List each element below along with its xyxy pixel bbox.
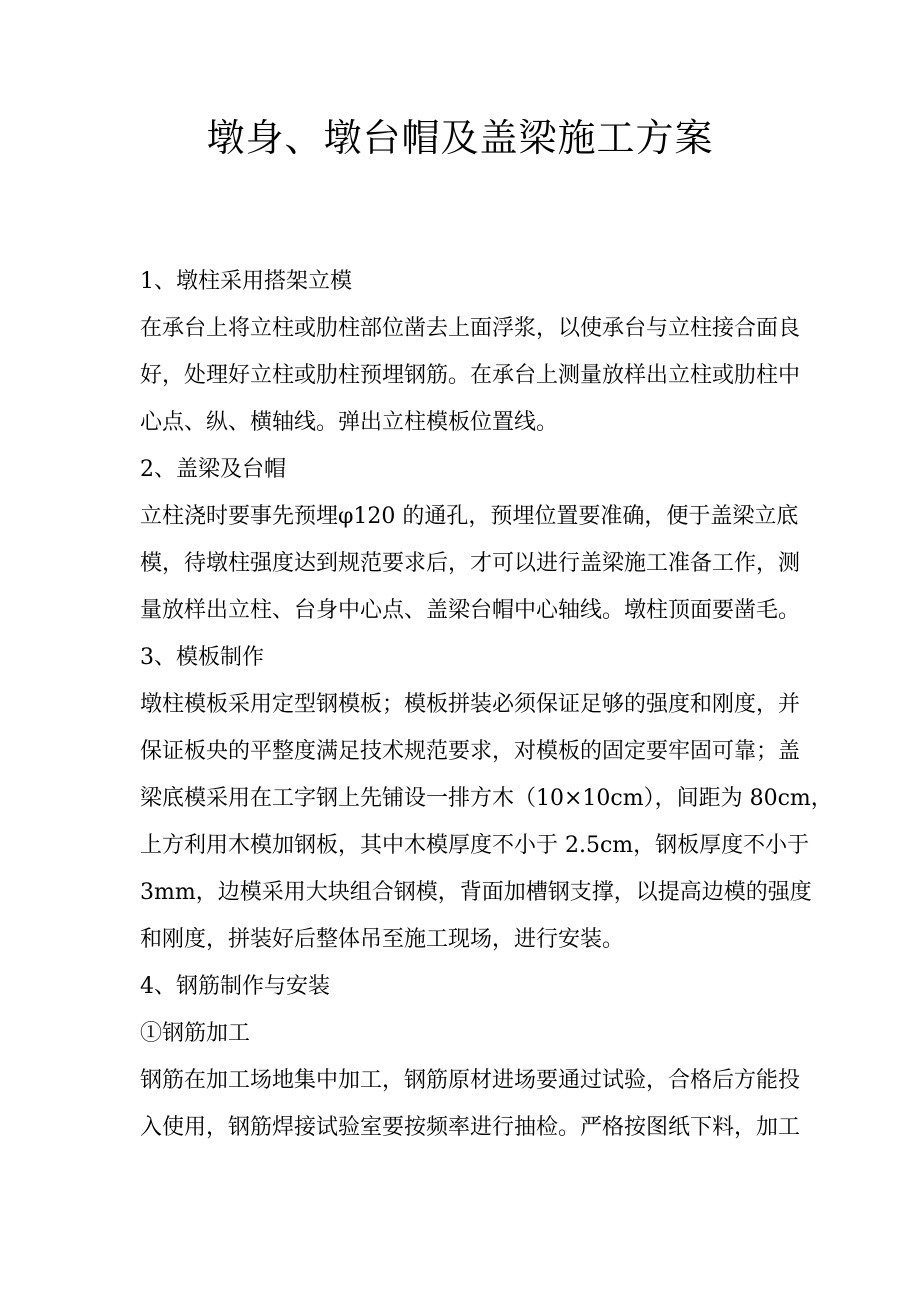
paragraph xyxy=(140,1057,801,1151)
section-heading: 3、模板制作 xyxy=(140,645,264,670)
paragraph-line: 在承台上将立柱或肋柱部位凿去上面浮浆，以使承台与立柱接合面良 xyxy=(140,316,801,341)
paragraph-line: 立柱浇时要事先预埋φ120 的通孔，预埋位置要准确，便于盖梁立底 xyxy=(140,504,799,529)
paragraph-line: 3mm，边模采用大块组合钢模，背面加槽钢支撑，以提高边模的强度 xyxy=(140,880,812,905)
paragraph xyxy=(140,305,801,446)
paragraph-line: 钢筋在加工场地集中加工，钢筋原材进场要通过试验，合格后方能投 xyxy=(140,1068,801,1093)
paragraph-line: 和刚度，拼装好后整体吊至施工现场，进行安装。 xyxy=(140,927,625,952)
paragraph-line: 保证板央的平整度满足技术规范要求，对模板的固定要牢固可靠；盖 xyxy=(140,739,801,764)
section-2 xyxy=(140,446,801,634)
section-heading: 2、盖梁及台帽 xyxy=(140,457,286,482)
paragraph-line: 上方利用木模加钢板，其中木模厚度不小于 2.5cm，钢板厚度不小于 xyxy=(140,833,810,858)
section-heading: 4、钢筋制作与安装 xyxy=(140,974,330,999)
section-1 xyxy=(140,258,801,446)
paragraph-line: 心点、纵、横轴线。弹出立柱模板位置线。 xyxy=(140,410,559,435)
subsection-1 xyxy=(140,1010,801,1151)
section-heading: 1、墩柱采用搭架立模 xyxy=(140,269,352,294)
paragraph-line: 梁底模采用在工字钢上先铺设一排方木（10×10cm），间距为 80cm， xyxy=(140,786,833,811)
paragraph-line: 模，待墩柱强度达到规范要求后，才可以进行盖梁施工准备工作，测 xyxy=(140,551,801,576)
paragraph-line: 量放样出立柱、台身中心点、盖梁台帽中心轴线。墩柱顶面要凿毛。 xyxy=(140,598,801,623)
paragraph-line: 入使用，钢筋焊接试验室要按频率进行抽检。严格按图纸下料，加工 xyxy=(140,1115,801,1140)
subsection-heading: ①钢筋加工 xyxy=(140,1021,251,1046)
paragraph-line: 好，处理好立柱或肋柱预埋钢筋。在承台上测量放样出立柱或肋柱中 xyxy=(140,363,801,388)
paragraph xyxy=(140,493,801,634)
section-3 xyxy=(140,634,833,963)
document-body xyxy=(140,258,833,1151)
section-4 xyxy=(140,963,780,1010)
paragraph-line: 墩柱模板采用定型钢模板；模板拼装必须保证足够的强度和刚度，并 xyxy=(140,692,801,717)
paragraph xyxy=(140,681,833,963)
document-title: 墩身、墩台帽及盖梁施工方案 xyxy=(206,116,714,160)
